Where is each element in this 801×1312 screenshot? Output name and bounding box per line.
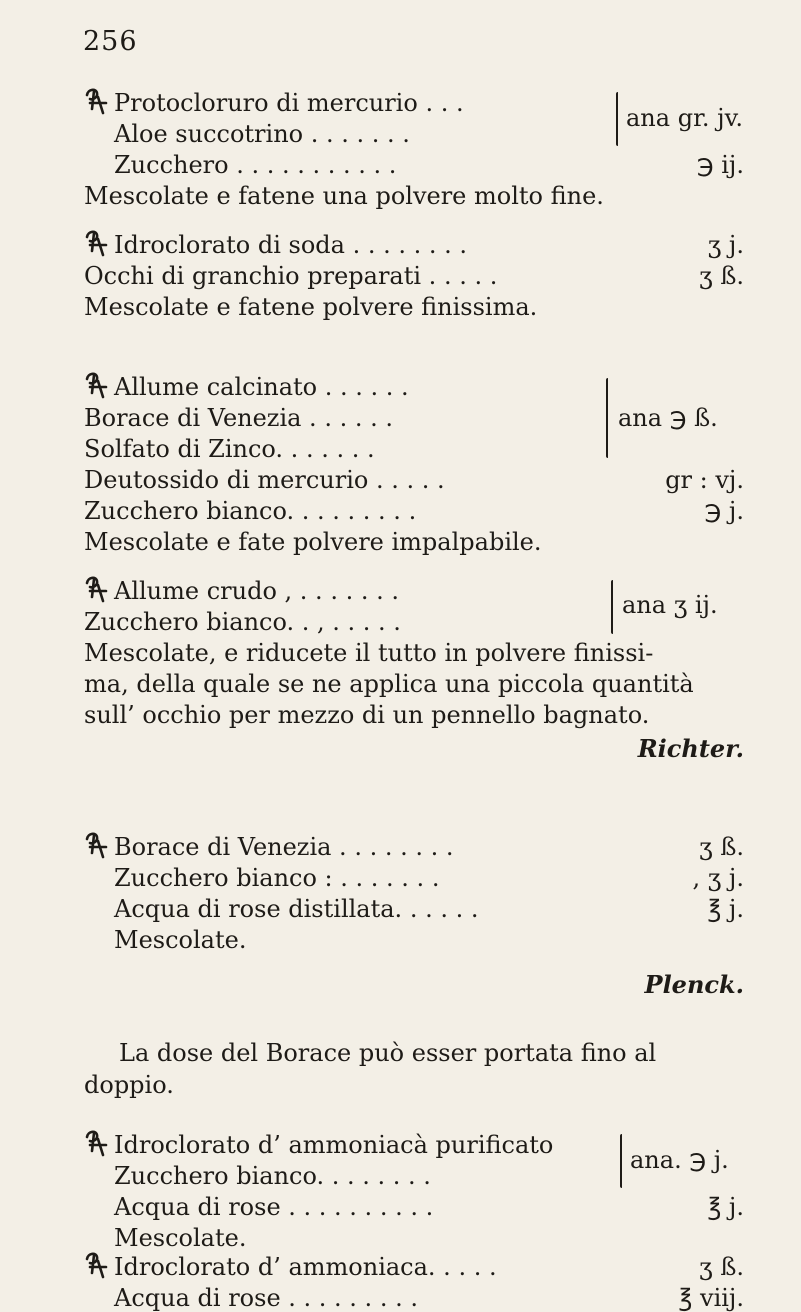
ingredient-line: Zucchero bianco : . . . . . . . , ʒ j. (114, 864, 744, 892)
page-number: 256 (83, 26, 138, 57)
dose-note-line-1: La dose del Borace può esser portata fino al (119, 1039, 657, 1067)
instruction-line: sull’ occhio per mezzo di un pennello bagnato. (84, 701, 650, 729)
ingredient-line: Idroclorato d’ ammoniaca. . . . . ʒ ß. (114, 1253, 744, 1281)
ingredient-line: Zucchero bianco. . . . . . . . (114, 1162, 431, 1190)
author-attribution: Richter. (637, 734, 744, 763)
ingredient-line: Aloe succotrino . . . . . . . (114, 120, 410, 148)
recipe-5 (84, 832, 744, 999)
brace-quantity: ana ʒ ij. (622, 591, 718, 619)
instruction-line: Mescolate, e riducete il tutto in polvere finissi- (84, 639, 654, 667)
ingredient-line: Acqua di rose distillata. . . . . . ℥ j. (114, 895, 744, 923)
brace (620, 1134, 622, 1188)
brace-quantity: ana ℈ ß. (618, 404, 718, 432)
ingredient-line: Zucchero bianco. . , . . . . . (84, 608, 401, 636)
recipe-3 (84, 372, 744, 558)
brace-quantity: ana. ℈ j. (630, 1146, 729, 1174)
recipe-6 (84, 1130, 744, 1254)
dose-note-line-2: doppio. (84, 1071, 174, 1099)
ingredient-line: Acqua di rose . . . . . . . . . ℥ viij. (114, 1284, 744, 1312)
instruction-line: ma, della quale se ne applica una piccola quantità (84, 670, 694, 698)
recipe-4 (84, 576, 744, 763)
brace (611, 580, 613, 634)
ingredient-line: Zucchero . . . . . . . . . . . ℈ ij. (114, 151, 744, 179)
recipe-2 (84, 230, 744, 323)
brace (606, 378, 608, 458)
instruction-line: Mescolate e fate polvere impalpabile. (84, 528, 542, 556)
instruction-line: Mescolate e fatene una polvere molto fine. (84, 182, 604, 210)
ingredient-line: Acqua di rose . . . . . . . . . . ℥ j. (114, 1193, 744, 1221)
ingredient-line: Borace di Venezia . . . . . . (84, 404, 393, 432)
instruction-line: Mescolate e fatene polvere finissima. (84, 293, 538, 321)
instruction-line: Mescolate. (114, 926, 247, 954)
ingredient-line: Allume calcinato . . . . . . (114, 373, 409, 401)
brace-quantity: ana gr. jv. (626, 104, 743, 132)
ingredient-line: Occhi di granchio preparati . . . . . ʒ ß. (84, 262, 744, 290)
brace (616, 92, 618, 146)
recipe-7 (84, 1252, 744, 1312)
ingredient-line: Idroclorato d’ ammoniacà purificato (114, 1131, 554, 1159)
ingredient-line: Solfato di Zinco. . . . . . . (84, 435, 375, 463)
author-attribution: Plenck. (644, 970, 744, 999)
ingredient-line: Borace di Venezia . . . . . . . . ʒ ß. (114, 833, 744, 861)
ingredient-line: Allume crudo , . . . . . . . (114, 577, 399, 605)
ingredient-line: Protocloruro di mercurio . . . (114, 89, 464, 117)
instruction-line: Mescolate. (114, 1224, 247, 1252)
ingredient-line: Zucchero bianco. . . . . . . . . ℈ j. (84, 497, 744, 525)
ingredient-line: Deutossido di mercurio . . . . . gr : vj. (84, 466, 744, 494)
ingredient-line: Idroclorato di soda . . . . . . . . ʒ j. (114, 231, 744, 259)
recipe-1 (84, 88, 744, 212)
